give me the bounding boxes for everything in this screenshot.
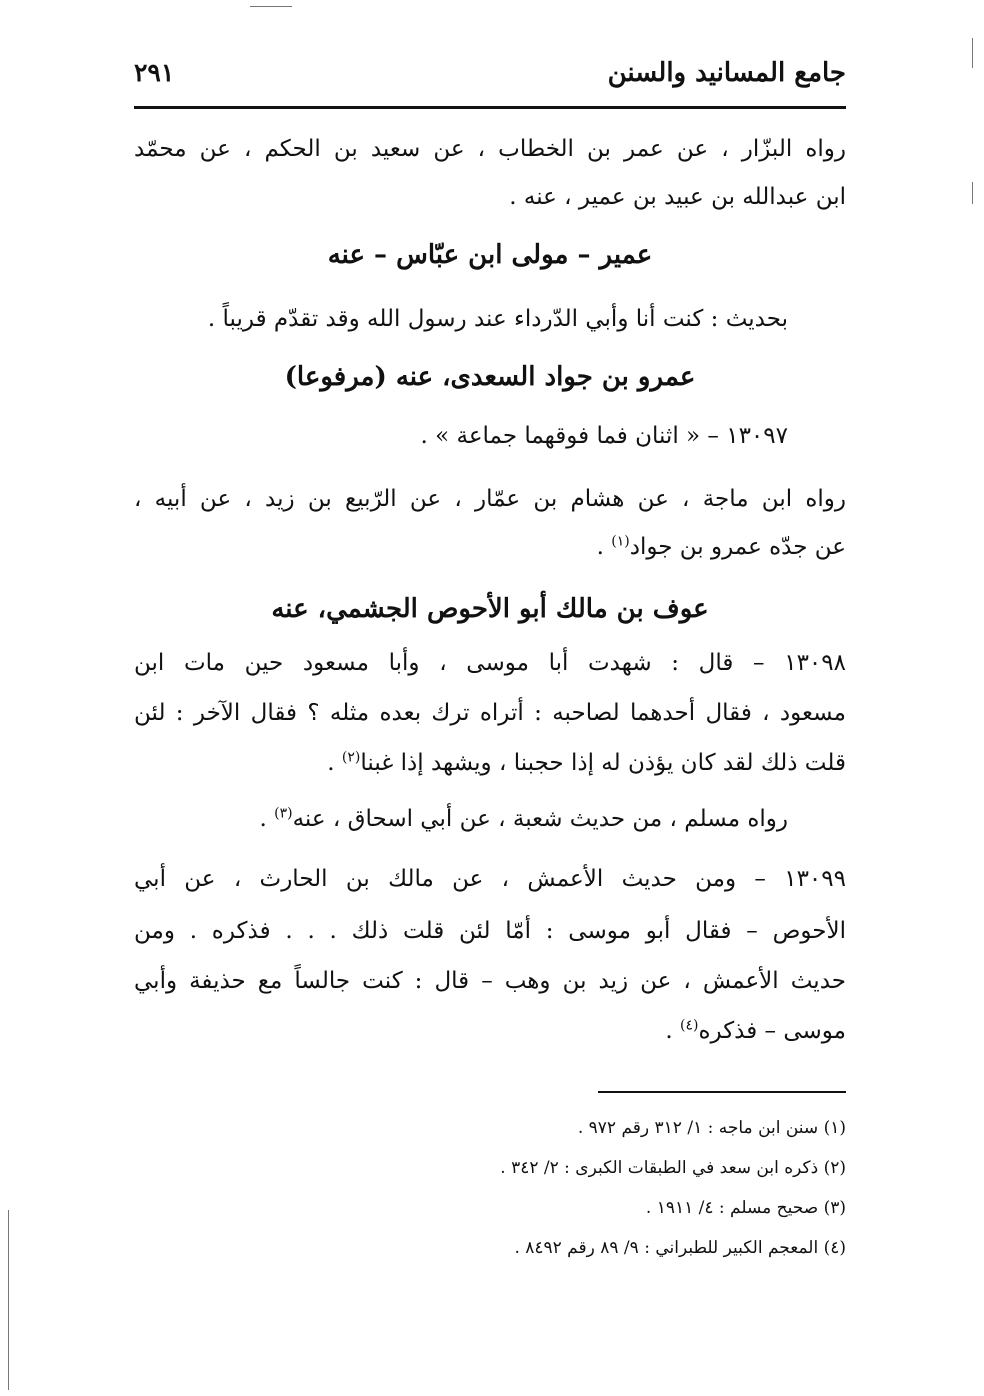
hadith-13099-line: ١٣٠٩٩ – ومن حديث الأعمش ، عن مالك بن الحارث ، عن أبي: [134, 866, 846, 892]
footnote-marker: (٣): [274, 805, 293, 822]
left-edge-mark: [8, 1210, 9, 1390]
paragraph-line: رواه البزّار ، عن عمر بن الخطاب ، عن سعيد بن الحكم ، عن محمّد: [134, 136, 846, 162]
hadith-13098-line: مسعود ، فقال أحدهما لصاحبه : أتراه ترك بعده مثله ؟ فقال الآخر : لئن: [134, 700, 846, 726]
right-edge-mark-2: [972, 182, 973, 204]
line-text: قلت ذلك لقد كان يؤذن له إذا حجبنا ، ويشهد إذا غبنا: [360, 750, 846, 776]
line-text: رواه مسلم ، من حديث شعبة ، عن أبي اسحاق ، عنه: [292, 806, 788, 832]
section-heading: عمرو بن جواد السعدى، عنه (مرفوعا): [284, 362, 696, 392]
paragraph-line: رواه ابن ماجة ، عن هشام بن عمّار ، عن الرّبيع بن زيد ، عن أبيه ،: [134, 486, 846, 512]
hadith-13098-line: ١٣٠٩٨ – قال : شهدت أبا موسى ، وأبا مسعود حين مات ابن: [134, 650, 846, 676]
line-end: .: [259, 806, 275, 832]
section-heading: عوف بن مالك أبو الأحوص الجشمي، عنه: [271, 594, 709, 624]
footnote-1: (١) سنن ابن ماجه : ١/ ٣١٢ رقم ٩٧٢ .: [577, 1118, 846, 1138]
running-header: [134, 56, 846, 102]
footnote-3: (٣) صحيح مسلم : ٤/ ١٩١١ .: [645, 1198, 846, 1218]
footnote-4: (٤) المعجم الكبير للطبراني : ٩/ ٨٩ رقم ٨٤٩٢ .: [514, 1238, 846, 1258]
line-end: .: [327, 750, 342, 776]
footnote-separator: [598, 1091, 846, 1093]
paragraph-line: [134, 533, 846, 560]
line-text: موسى – فذكره: [698, 1018, 846, 1044]
line-end: .: [665, 1018, 680, 1044]
page-number: ٢٩١: [134, 58, 175, 87]
hadith-13099-line: [134, 1017, 846, 1044]
line-text: عن جدّه عمرو بن جواد: [629, 534, 846, 560]
footnote-marker: (١): [611, 533, 630, 550]
paragraph-line: ابن عبدالله بن عبيد بن عمير ، عنه .: [509, 184, 846, 210]
hadith-13099-line: حديث الأعمش ، عن زيد بن وهب – قال : كنت جالساً مع حذيفة وأبي: [134, 968, 846, 994]
footnote-2: (٢) ذكره ابن سعد في الطبقات الكبرى : ٢/ ٣٤٢ .: [500, 1158, 846, 1178]
paragraph-line: [134, 805, 846, 832]
hadith-13099-line: الأحوص – فقال أبو موسى : أمّا لئن قلت ذلك . . . فذكره . ومن: [134, 918, 846, 944]
line-end: .: [596, 534, 612, 560]
top-scan-mark: [250, 6, 292, 7]
header-rule: [134, 106, 846, 109]
section-heading: عمير – مولى ابن عبّاس – عنه: [327, 240, 653, 270]
hadith-13097: ١٣٠٩٧ – « اثنان فما فوقهما جماعة » .: [420, 423, 788, 449]
hadith-13098-line: [134, 749, 846, 776]
paragraph-line: بحديث : كنت أنا وأبي الدّرداء عند رسول الله وقد تقدّم قريباً .: [207, 306, 788, 332]
footnote-marker: (٢): [341, 749, 361, 766]
header-title: جامع المسانيد والسنن: [607, 58, 846, 88]
right-edge-mark: [972, 38, 973, 68]
footnote-marker: (٤): [680, 1017, 699, 1034]
